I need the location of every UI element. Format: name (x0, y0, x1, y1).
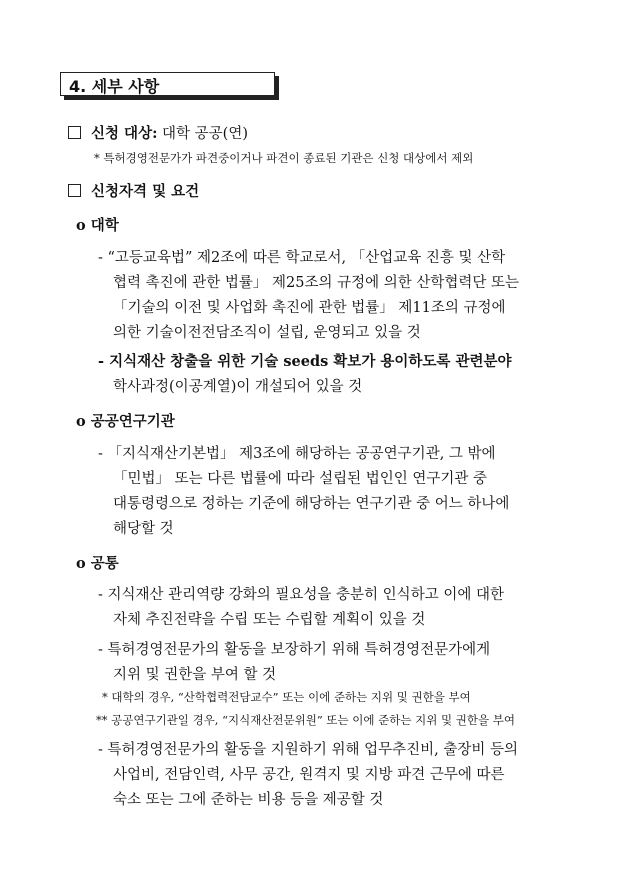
common-item3-line2: 사업비, 전담인력, 사무 공간, 원격지 및 지방 파견 근무에 따른 (113, 767, 505, 783)
checkbox-square-icon (68, 126, 81, 139)
requirements-title: 신청자격 및 요건 (91, 183, 200, 200)
institute-title: o 공공연구기관 (76, 413, 175, 430)
university-item1-line1: - “고등교육법” 제2조에 따른 학교로서, 「산업교육 진흥 및 산학 (98, 250, 506, 266)
common-item3-line3: 숙소 또는 그에 준하는 비용 등을 제공할 것 (113, 792, 384, 808)
checkbox-square-icon (68, 184, 81, 197)
target-value: 대학 공공(연) (162, 126, 249, 142)
target-note: * 특허경영전문가가 파견중이거나 파견이 종료된 기관은 신청 대상에서 제외 (94, 151, 474, 165)
university-title: o 대학 (76, 217, 119, 234)
common-item2-line1: - 특허경영전문가의 활동을 보장하기 위해 특허경영전문가에게 (98, 642, 491, 658)
target-line (68, 122, 248, 143)
common-item3-line1: - 특허경영전문가의 활동을 지원하기 위해 업무추진비, 출장비 등의 (98, 742, 518, 758)
institute-item1-line2: 「민법」 또는 다른 법률에 따라 설립된 법인인 연구기관 중 (113, 471, 488, 487)
common-item1-line1: - 지식재산 관리역량 강화의 필요성을 충분히 인식하고 이에 대한 (98, 587, 504, 603)
common-title: o 공통 (76, 555, 119, 572)
section-heading: 4. 세부 사항 (69, 77, 160, 96)
university-item2-line1: - 지식재산 창출을 위한 기술 seeds 확보가 용이하도록 관련분야 (98, 353, 512, 370)
institute-item1-line1: - 「지식재산기본법」 제3조에 해당하는 공공연구기관, 그 밖에 (98, 446, 496, 462)
university-item1-line2: 협력 촉진에 관한 법률」 제25조의 규정에 의한 산학협력단 또는 (113, 275, 519, 291)
target-label: 신청 대상: (91, 125, 158, 142)
university-item2-line2: 학사과정(이공계열)이 개설되어 있을 것 (113, 379, 363, 395)
university-item1-line4: 의한 기술이전전담조직이 설립, 운영되고 있을 것 (113, 325, 421, 341)
requirements-line (68, 180, 199, 201)
common-item1-line2: 자체 추진전략을 수립 또는 수립할 계획이 있을 것 (113, 612, 426, 628)
common-note1: * 대학의 경우, “산학협력전담교수” 또는 이에 준하는 지위 및 권한을 부여 (102, 690, 471, 704)
common-note2: ** 공공연구기관일 경우, “지식재산전문위원” 또는 이에 준하는 지위 및 권한을 부여 (96, 713, 515, 727)
university-item1-line3: 「기술의 이전 및 사업화 촉진에 관한 법률」 제11조의 규정에 (113, 300, 506, 316)
common-item2-line2: 지위 및 권한을 부여 할 것 (113, 667, 277, 683)
section-heading-box (60, 72, 275, 96)
institute-item1-line4: 해당할 것 (113, 521, 174, 537)
institute-item1-line3: 대통령령으로 정하는 기준에 해당하는 연구기관 중 어느 하나에 (113, 496, 510, 512)
